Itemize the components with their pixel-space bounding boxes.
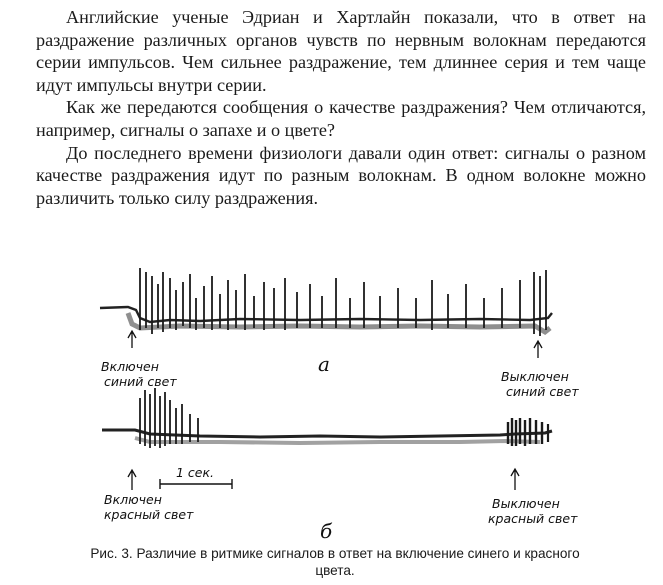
trace-b-on-label-line1: Включен [104, 492, 162, 507]
paragraph-2: Как же передаются сообщения о качестве раздражения? Чем отличаются, например, сигналы о запахе и о цвете? [36, 97, 646, 140]
figure-signal-traces [0, 258, 663, 548]
trace-b-on-arrow [128, 470, 136, 490]
trace-a-letter: а [318, 352, 330, 376]
trace-b-on-label-line2: красный свет [104, 507, 194, 522]
traces-svg [0, 258, 663, 548]
trace-b-noise-band [135, 438, 540, 443]
paragraph-3: До последнего времени физиологи давали один ответ: сигналы о разном качестве раздражения идут по разным волокнам. В одном волокне можно различить только силу раздражения. [36, 142, 646, 208]
trace-b-off-arrow [511, 469, 519, 490]
trace-b-off-label-line2: красный свет [488, 511, 578, 526]
trace-b-off-label-line1: Выключен [492, 496, 560, 511]
trace-a-off-label-line2: синий свет [506, 384, 579, 399]
article-text [36, 6, 646, 209]
trace-a-on-label-line1: Включен [101, 359, 159, 374]
trace-a-off-label-line1: Выключен [501, 369, 569, 384]
scale-bar-label: 1 сек. [176, 465, 215, 480]
paragraph-1: Английские ученые Эдриан и Хартлайн показали, что в ответ на раздражение различных органов чувств по нервным волокнам передаются серии импульсов. Чем сильнее раздражение, тем длиннее серия и тем чаще идут импульсы внутри серии. [36, 7, 646, 95]
scale-bar [160, 479, 232, 489]
trace-b-spikes [140, 388, 548, 448]
figure-caption: Рис. 3. Различие в ритмике сигналов в ответ на включение синего и красного цвета. [90, 546, 580, 578]
trace-b-letter: б [320, 519, 333, 543]
trace-a-off-arrow [534, 341, 542, 358]
trace-a-on-label-line2: синий свет [104, 374, 177, 389]
trace-a-noise-band [128, 313, 550, 332]
trace-a-on-arrow [128, 331, 136, 348]
